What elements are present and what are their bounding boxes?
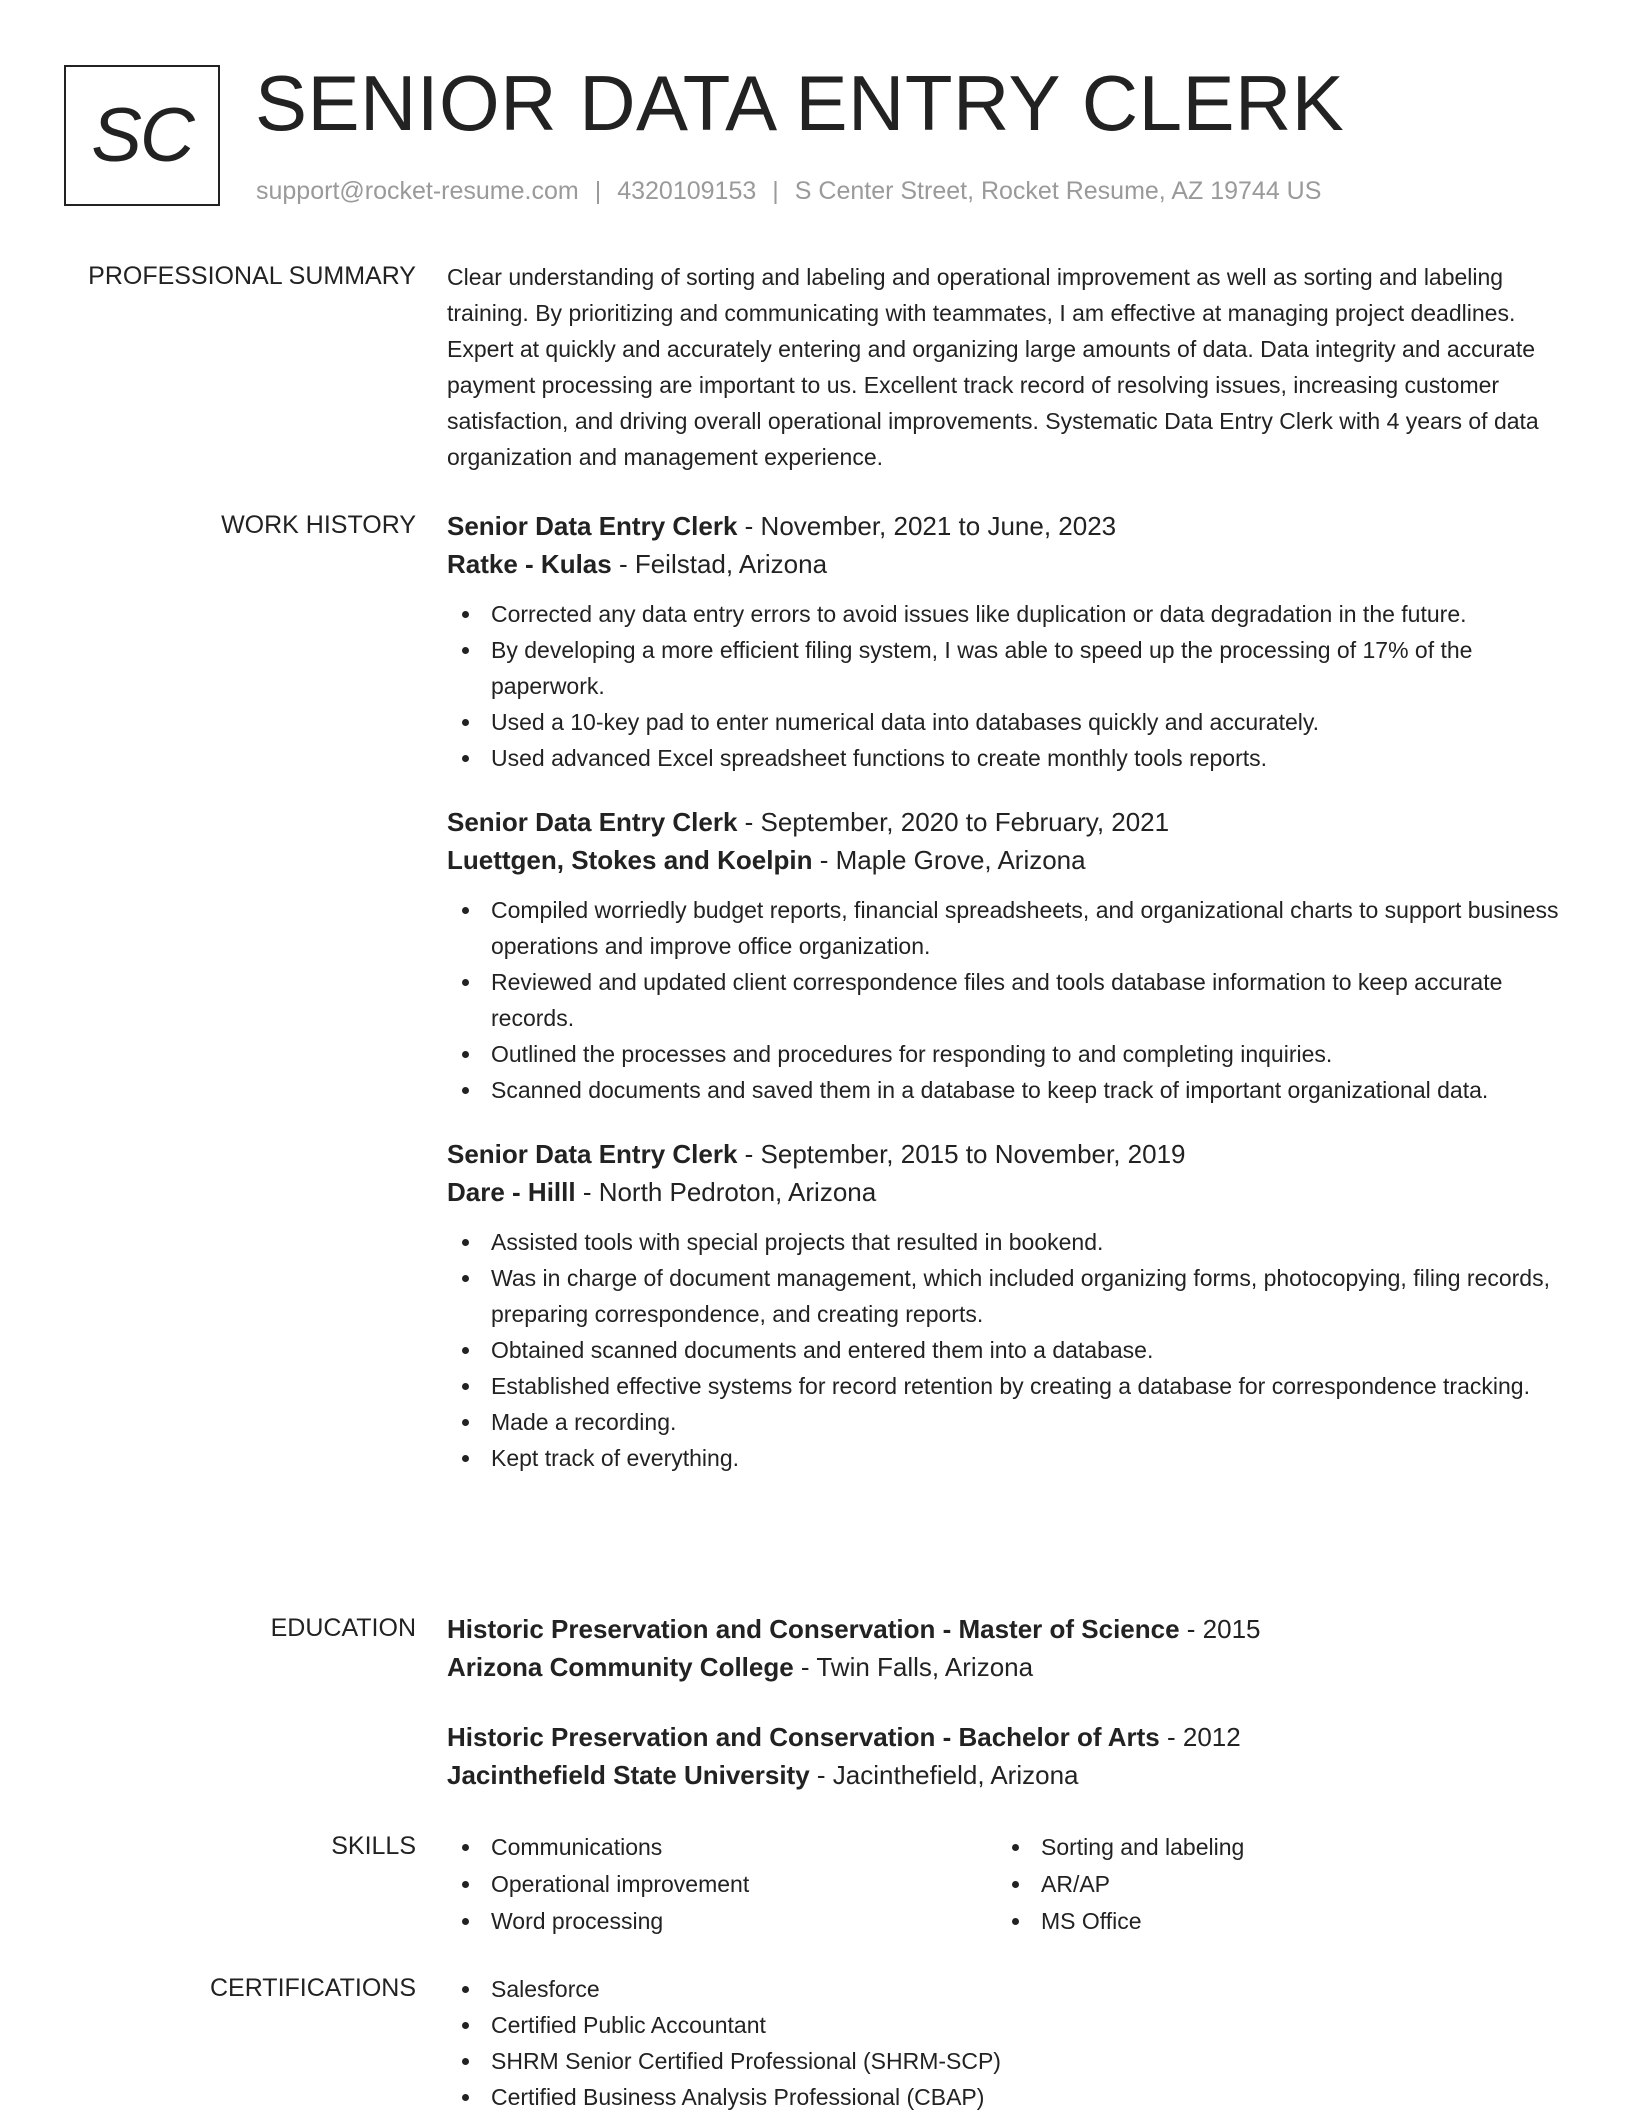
section-label-education: EDUCATION xyxy=(270,1614,416,1642)
list-item: Salesforce xyxy=(447,1971,1567,2007)
list-item: By developing a more efficient filing system, I was able to speed up the processing of 17% of the paperwork. xyxy=(447,632,1567,704)
list-item: Established effective systems for record retention by creating a database for correspondence tracking. xyxy=(447,1368,1567,1404)
list-item: AR/AP xyxy=(997,1866,1547,1903)
job-dates: - September, 2015 to November, 2019 xyxy=(737,1139,1186,1169)
employer-line xyxy=(447,840,1567,880)
monogram-initials: SC xyxy=(91,92,193,178)
job-entry xyxy=(447,508,1567,776)
section-label-work-history: WORK HISTORY xyxy=(221,511,416,539)
summary-text: Clear understanding of sorting and labeling and operational improvement as well as sorting and labeling training. By prioritizing and communicating with teammates, I am effective at managing project deadlines. Expert at quickly and accurately entering and organizing large amounts of data. Data integrity and accurate payment processing are important to us. Excellent track record of resolving issues, increasing customer satisfaction, and driving overall operational improvements. Systematic Data Entry Clerk with 4 years of data organization and management experience. xyxy=(447,264,1539,470)
list-item: Outlined the processes and procedures for responding to and completing inquiries. xyxy=(447,1036,1567,1072)
school-name: Arizona Community College xyxy=(447,1652,794,1682)
contact-phone[interactable]: 4320109153 xyxy=(617,177,757,205)
list-item: Assisted tools with special projects that resulted in bookend. xyxy=(447,1224,1567,1260)
job-bullets xyxy=(447,892,1567,1108)
degree-name: Historic Preservation and Conservation - Master of Science xyxy=(447,1614,1180,1644)
list-item: Reviewed and updated client correspondence files and tools database information to keep accurate records. xyxy=(447,964,1567,1036)
job-title: Senior Data Entry Clerk xyxy=(447,511,738,541)
section-label-skills: SKILLS xyxy=(331,1832,416,1860)
employer-name: Dare - Hilll xyxy=(447,1177,576,1207)
list-item: MS Office xyxy=(997,1903,1547,1940)
degree-line xyxy=(447,1611,1567,1647)
job-bullets xyxy=(447,1224,1567,1476)
employer-line xyxy=(447,544,1567,584)
job-title-line xyxy=(447,1136,1567,1172)
list-item: Made a recording. xyxy=(447,1404,1567,1440)
school-location: - Jacinthefield, Arizona xyxy=(809,1760,1079,1790)
list-item: Used advanced Excel spreadsheet functions to create monthly tools reports. xyxy=(447,740,1567,776)
list-item: Compiled worriedly budget reports, financial spreadsheets, and organizational charts to support business operations and improve office organization. xyxy=(447,892,1567,964)
school-location: - Twin Falls, Arizona xyxy=(793,1652,1034,1682)
job-title-line xyxy=(447,804,1567,840)
list-item: Word processing xyxy=(447,1903,997,1940)
contact-separator: | xyxy=(594,177,602,205)
list-item: Corrected any data entry errors to avoid issues like duplication or data degradation in the future. xyxy=(447,596,1567,632)
list-item: Sorting and labeling xyxy=(997,1829,1547,1866)
contact-email[interactable]: support@rocket-resume.com xyxy=(256,177,579,205)
job-dates: - September, 2020 to February, 2021 xyxy=(737,807,1170,837)
job-title: Senior Data Entry Clerk xyxy=(447,1139,738,1169)
education-entry xyxy=(447,1611,1567,1687)
list-item: Certified Business Analysis Professional (CBAP) xyxy=(447,2079,1567,2115)
degree-name: Historic Preservation and Conservation - Bachelor of Arts xyxy=(447,1722,1160,1752)
section-label-certifications: CERTIFICATIONS xyxy=(209,1974,416,2002)
list-item: Obtained scanned documents and entered them into a database. xyxy=(447,1332,1567,1368)
skills-column-left xyxy=(447,1829,997,1940)
job-title: Senior Data Entry Clerk xyxy=(447,807,738,837)
employer-location: - Maple Grove, Arizona xyxy=(812,845,1086,875)
degree-year: - 2012 xyxy=(1159,1722,1241,1752)
employer-location: - Feilstad, Arizona xyxy=(611,549,828,579)
list-item: Scanned documents and saved them in a database to keep track of important organizational data. xyxy=(447,1072,1567,1108)
degree-line xyxy=(447,1719,1567,1755)
list-item: Certified Public Accountant xyxy=(447,2007,1567,2043)
list-item: Kept track of everything. xyxy=(447,1440,1567,1476)
list-item: Communications xyxy=(447,1829,997,1866)
monogram-box xyxy=(64,65,220,206)
section-label-summary: PROFESSIONAL SUMMARY xyxy=(88,262,416,290)
list-item: Operational improvement xyxy=(447,1866,997,1903)
education-entry xyxy=(447,1719,1567,1795)
contact-separator: | xyxy=(772,177,779,205)
employer-location: - North Pedroton, Arizona xyxy=(575,1177,877,1207)
job-title-line xyxy=(447,508,1567,544)
school-name: Jacinthefield State University xyxy=(447,1760,810,1790)
list-item: SHRM Senior Certified Professional (SHRM-SCP) xyxy=(447,2043,1567,2079)
list-item: Used a 10-key pad to enter numerical data into databases quickly and accurately. xyxy=(447,704,1567,740)
employer-line xyxy=(447,1172,1567,1212)
resume-title: SENIOR DATA ENTRY CLERK xyxy=(255,59,1345,147)
certifications-list xyxy=(447,1971,1567,2115)
employer-name: Ratke - Kulas xyxy=(447,549,612,579)
skills-grid xyxy=(447,1829,1567,1940)
skills-column-right xyxy=(997,1829,1547,1940)
school-line xyxy=(447,1647,1567,1687)
contact-line xyxy=(256,175,1321,207)
contact-address: S Center Street, Rocket Resume, AZ 19744 US xyxy=(794,177,1322,205)
degree-year: - 2015 xyxy=(1179,1614,1261,1644)
job-dates: - November, 2021 to June, 2023 xyxy=(737,511,1117,541)
job-bullets xyxy=(447,596,1567,776)
job-entry xyxy=(447,1136,1567,1476)
list-item: Was in charge of document management, which included organizing forms, photocopying, filing records, preparing correspondence, and creating reports. xyxy=(447,1260,1567,1332)
employer-name: Luettgen, Stokes and Koelpin xyxy=(447,845,813,875)
job-entry xyxy=(447,804,1567,1108)
school-line xyxy=(447,1755,1567,1795)
